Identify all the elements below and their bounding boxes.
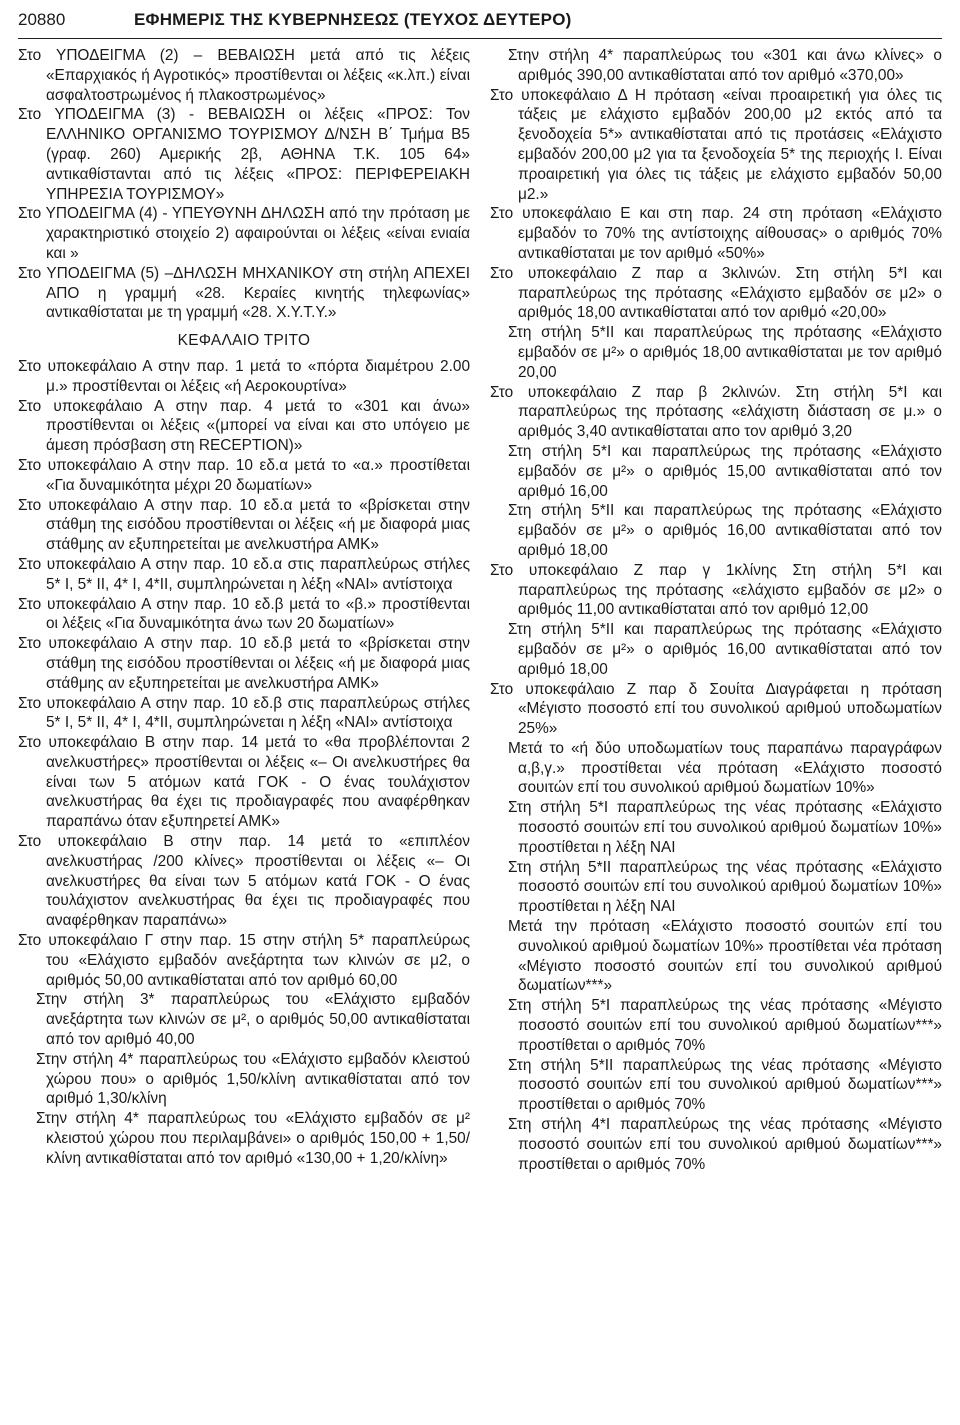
amendment-paragraph: Στο υποκεφάλαιο Α στην παρ. 10 εδ.α στις παραπλεύρως στήλες 5* Ι, 5* ΙΙ, 4* Ι, 4*ΙΙ, συμπληρώνεται η λέξη «ΝΑΙ» αντίστοιχα: [18, 555, 470, 593]
amendment-paragraph: Στη στήλη 4*Ι παραπλεύρως της νέας πρότασης «Μέγιστο ποσοστό σουιτών επί του συνολικού αριθμού δωματίων***» προστίθεται ο αριθμός 70%: [508, 1116, 942, 1173]
amendment-paragraph: Στο υποκεφάλαιο Δ Η πρόταση «είναι προαιρετική για όλες τις τάξεις με ελάχιστο εμβαδόν 200,00 μ2 εκτός από τα ξενοδοχεία 5*» αντικαθίσταται από τις προτάσεις «Ελάχιστο εμβαδόν 200,00 μ2 για τα ξενοδοχεία 5* της περιοχής Ι. Είναι προαιρετική για όλες τις τάξεις με ελάχιστο εμβαδόν 50,00 μ2.»: [490, 86, 942, 203]
amendment-paragraph: Στην στήλη 4* παραπλεύρως του «Ελάχιστο εμβαδόν σε μ² κλειστού χώρου που περιλαμβάνει» ο αριθμός 150,00 + 1,50/κλίνη αντικαθίσταται από τον αριθμό «130,00 + 1,20/κλίνη»: [36, 1110, 470, 1167]
header-rule: [18, 38, 942, 39]
amendment-paragraph: Στη στήλη 5*ΙΙ και παραπλεύρως της πρότασης «Ελάχιστο εμβαδόν σε μ²» ο αριθμός 18,00 αντικαθίσταται με τον αριθμό 20,00: [508, 324, 942, 381]
page-header: [18, 0, 942, 40]
amendment-paragraph: Στη στήλη 5*ΙΙ παραπλεύρως της νέας πρότασης «Ελάχιστο ποσοστό σουιτών επί του συνολικού αριθμού δωματίων 10%» προστίθεται η λέξη ΝΑΙ: [508, 858, 942, 916]
amendment-paragraph: Στη στήλη 5*Ι παραπλεύρως της νέας πρότασης «Ελάχιστο ποσοστό σουιτών επί του συνολικού αριθμού δωματίων 10%» προστίθεται η λέξη ΝΑΙ: [508, 799, 942, 856]
amendment-paragraph: Στο υποκεφάλαιο Ζ παρ α 3κλινών. Στη στήλη 5*Ι και παραπλεύρως της πρότασης «Ελάχιστο εμβαδόν σε μ2» ο αριθμός 18,00 αντικαθίσταται από τον αριθμό «20,00»: [490, 264, 942, 322]
amendment-paragraph: Στην στήλη 4* παραπλεύρως του «Ελάχιστο εμβαδόν κλειστού χώρου που» ο αριθμός 1,50/κλίνη αντικαθίσταται από τον αριθμό 1,30/κλίνη: [36, 1050, 470, 1108]
right-column: [490, 46, 942, 1174]
amendment-paragraph: Στο υποκεφάλαιο Ε και στη παρ. 24 στη πρόταση «Ελάχιστο εμβαδόν το 70% της αντίστοιχης αίθουσας» ο αριθμός 70% αντικαθίσταται με τον αριθμό «50%»: [490, 205, 942, 262]
amendment-paragraph: Στο υποκεφάλαιο Α στην παρ. 1 μετά το «πόρτα διαμέτρου 2.00 μ.» προστίθενται οι λέξεις «ή Αεροκουρτίνα»: [18, 357, 470, 395]
amendment-paragraph: Στο υποκεφάλαιο Β στην παρ. 14 μετά το «επιπλέον ανελκυστήρας /200 κλίνες» προστίθενται οι λέξεις «– Οι ανελκυστήρες θα είναι των 5 ατόμων κατά ΓΟΚ - Ο ένας τουλάχιστον ανελκυστήρας θα έχει τις προδιαγραφές που αναφέρθηκαν παραπάνω»: [18, 833, 470, 930]
amendment-paragraph: Στο υποκεφάλαιο Ζ παρ δ Σουίτα Διαγράφεται η πρόταση «Μέγιστο ποσοστό επί του συνολικού αριθμού υποδωματίων 25%»: [490, 680, 942, 738]
amendment-paragraph: Στην στήλη 3* παραπλεύρως του «Ελάχιστο εμβαδόν ανεξάρτητα των κλινών σε μ², ο αριθμός 50,00 αντικαθίσταται από τον αριθμό 40,00: [36, 991, 470, 1049]
amendment-paragraph: Στο ΥΠΟΔΕΙΓΜΑ (2) – ΒΕΒΑΙΩΣΗ μετά από τις λέξεις «Επαρχιακός ή Αγροτικός» προστίθενται οι λέξεις «κ.λπ.) είναι ασφαλτοστρωμένος ή πλακοστρωμένος»: [18, 47, 470, 104]
amendment-paragraph: Στο ΥΠΟΔΕΙΓΜΑ (5) –ΔΗΛΩΣΗ ΜΗΧΑΝΙΚΟΥ στη στήλη ΑΠΕΧΕΙ ΑΠΟ η γραμμή «28. Κεραίες κινητής τηλεφωνίας» αντικαθίσταται με τη γραμμή «28. Χ.Υ.Τ.Υ.»: [18, 264, 470, 322]
amendment-paragraph: Στο υποκεφάλαιο Ζ παρ γ 1κλίνης Στη στήλη 5*Ι και παραπλεύρως της πρότασης «ελάχιστο εμβαδόν σε μ2» ο αριθμός 11,00 αντικαθίσταται από τον αριθμό 12,00: [490, 561, 942, 619]
journal-title: ΕΦΗΜΕΡΙΣ ΤΗΣ ΚΥΒΕΡΝΗΣΕΩΣ (ΤΕΥΧΟΣ ΔΕΥΤΕΡΟ): [134, 10, 572, 29]
amendment-paragraph: Μετά την πρόταση «Ελάχιστο ποσοστό σουιτών επί του συνολικού αριθμού δωματίων 10%» προστίθεται νέα πρόταση «Μέγιστο ποσοστό σουιτών επί του συνολικού αριθμού δωματίων***»: [508, 918, 942, 995]
amendment-paragraph: Στο υποκεφάλαιο Α στην παρ. 10 εδ.β μετά το «βρίσκεται στην στάθμη της εισόδου προστίθενται οι λέξεις «ή με διαφορά μιας στάθμης αν εξυπηρετείται με ανελκυστήρα ΑΜΚ»: [18, 635, 470, 692]
amendment-paragraph: Στο υποκεφάλαιο Β στην παρ. 14 μετά το «θα προβλέπονται 2 ανελκυστήρες» προστίθενται οι λέξεις «– Οι ανελκυστήρες θα είναι των 5 ατόμων κατά ΓΟΚ - Ο ένας τουλάχιστον ανελκυστήρας θα έχει τις προδιαγραφές που αναφέρθηκαν παραπάνω όταν εξυπηρετεί ΑΜΚ»: [18, 734, 470, 831]
amendment-paragraph: Στη στήλη 5*Ι και παραπλεύρως της πρότασης «Ελάχιστο εμβαδόν σε μ²» ο αριθμός 15,00 αντικαθίσταται από τον αριθμό 16,00: [508, 442, 942, 500]
amendment-paragraph: Στο υποκεφάλαιο Α στην παρ. 10 εδ.α μετά το «α.» προστίθεται «Για δυναμικότητα μέχρι 20 δωματίων»: [18, 456, 470, 494]
amendment-paragraph: Στο υποκεφάλαιο Α στην παρ. 4 μετά το «301 και άνω» προστίθενται οι λέξεις «(μπορεί να είναι και στο υπόγειο με άμεση πρόσβαση στη RECEPTION)»: [18, 397, 470, 455]
amendment-paragraph: Στο υποκεφάλαιο Α στην παρ. 10 εδ.β μετά το «β.» προστίθενται οι λέξεις «Για δυναμικότητα άνω των 20 δωματίων»: [18, 595, 470, 633]
amendment-paragraph: Στο ΥΠΟΔΕΙΓΜΑ (4) - ΥΠΕΥΘΥΝΗ ΔΗΛΩΣΗ από την πρόταση με χαρακτηριστικό στοιχείο 2) αφαιρούνται οι λέξεις «είναι ενιαία και »: [18, 205, 470, 262]
amendment-paragraph: Στη στήλη 5*Ι παραπλεύρως της νέας πρότασης «Μέγιστο ποσοστό σουιτών επί του συνολικού αριθμού δωματίων***» προστίθεται ο αριθμός 70%: [508, 997, 942, 1054]
chapter-heading: ΚΕΦΑΛΑΙΟ ΤΡΙΤΟ: [177, 332, 311, 350]
amendment-paragraph: Στο ΥΠΟΔΕΙΓΜΑ (3) - ΒΕΒΑΙΩΣΗ οι λέξεις «ΠΡΟΣ: Τον ΕΛΛΗΝΙΚΟ ΟΡΓΑΝΙΣΜΟ ΤΟΥΡΙΣΜΟΥ Δ/ΝΣΗ Β΄ Τμήμα Β5 (γραφ. 260) Αμερικής 2β, ΑΘΗΝΑ Τ.Κ. 105 64» αντικαθίστανται από τις λέξεις «ΠΡΟΣ: ΠΕΡΙΦΕΡΕΙΑΚΗ ΥΠΗΡΕΣΙΑ ΤΟΥΡΙΣΜΟΥ»: [18, 106, 470, 203]
amendment-paragraph: Στη στήλη 5*ΙΙ και παραπλεύρως της πρότασης «Ελάχιστο εμβαδόν σε μ²» ο αριθμός 16,00 αντικαθίσταται από τον αριθμό 18,00: [508, 621, 942, 678]
amendment-paragraph: Στην στήλη 4* παραπλεύρως του «301 και άνω κλίνες» ο αριθμός 390,00 αντικαθίσταται από τον αριθμό «370,00»: [508, 47, 942, 84]
amendment-paragraph: Στη στήλη 5*ΙΙ παραπλεύρως της νέας πρότασης «Μέγιστο ποσοστό σουιτών επί του συνολικού αριθμού δωματίων***» προστίθεται ο αριθμός 70%: [508, 1056, 942, 1114]
amendment-paragraph: Στο υποκεφάλαιο Ζ παρ β 2κλινών. Στη στήλη 5*Ι και παραπλεύρως της πρότασης «ελάχιστη διάσταση σε μ.» ο αριθμός 3,40 αντικαθίσταται απο τον αριθμό 3,20: [490, 383, 942, 441]
left-column: [18, 46, 470, 1169]
amendment-paragraph: Στο υποκεφάλαιο Γ στην παρ. 15 στην στήλη 5* παραπλεύρως του «Ελάχιστο εμβαδόν ανεξάρτητα των κλινών σε μ2, ο αριθμός 50,00 αντικαθίσταται από τον αριθμό 60,00: [18, 932, 470, 989]
amendment-paragraph: Μετά το «ή δύο υποδωματίων τους παραπάνω παραγράφων α,β,γ.» προστίθεται νέα πρόταση «Ελάχιστο ποσοστό σουιτών επί του συνολικού αριθμού δωματίων 10%»: [508, 739, 942, 797]
page-number: 20880: [18, 10, 66, 29]
amendment-paragraph: Στο υποκεφάλαιο Α στην παρ. 10 εδ.β στις παραπλεύρως στήλες 5* Ι, 5* ΙΙ, 4* Ι, 4*ΙΙ, συμπληρώνεται η λέξη «ΝΑΙ» αντίστοιχα: [18, 694, 470, 732]
amendment-paragraph: Στη στήλη 5*ΙΙ και παραπλεύρως της πρότασης «Ελάχιστο εμβαδόν σε μ²» ο αριθμός 16,00 αντικαθίσταται από τον αριθμό 18,00: [508, 502, 942, 559]
amendment-paragraph: Στο υποκεφάλαιο Α στην παρ. 10 εδ.α μετά το «βρίσκεται στην στάθμη της εισόδου προστίθενται οι λέξεις «ή με διαφορά μιας στάθμης αν εξυπηρετείται με ανελκυστήρα ΑΜΚ»: [18, 496, 470, 554]
